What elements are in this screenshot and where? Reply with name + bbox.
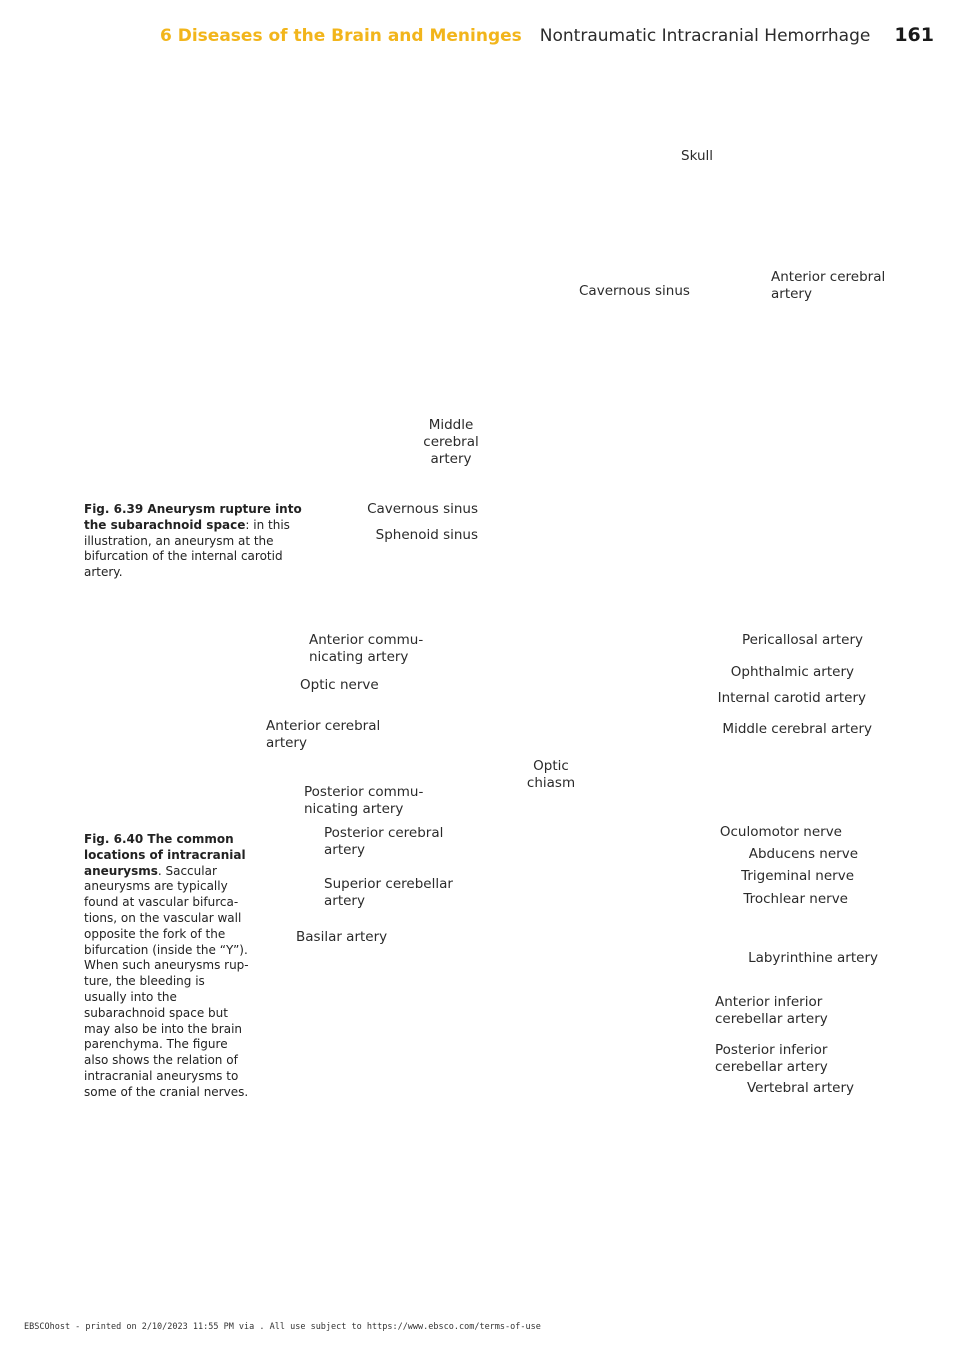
caption-text: : in this illustration, an aneurysm at the bifurcation of the internal carotid artery. (84, 517, 290, 580)
caption-text: . Saccular aneurysms are typically found at vascular bifurcations, on the vascular wall opposite the fork of the bifurcation (inside the “Y”). When such aneurysms rupture, the bleeding is usually into the subarachnoid space but may also be into the brain parenchyma. The figure also shows the relation of intracranial aneurysms to some of the cranial nerves. (84, 863, 249, 1099)
label-abducens-nerve: Abducens nerve (748, 846, 858, 862)
label-oculomotor-nerve: Oculomotor nerve (719, 824, 842, 840)
label-middle-cerebral-artery-640: Middle cerebral artery (722, 721, 872, 737)
figure-caption-640 (84, 832, 250, 1101)
figure-caption-639 (84, 502, 302, 581)
label-cavernous-sinus-top: Cavernous sinus (579, 283, 690, 299)
label-posterior-inferior-cerebellar-artery: Posterior inferior cerebellar artery (715, 1042, 828, 1075)
label-anterior-inferior-cerebellar-artery: Anterior inferior cerebellar artery (715, 994, 828, 1027)
running-header (160, 24, 934, 50)
label-optic-nerve: Optic nerve (300, 677, 379, 693)
label-trigeminal-nerve: Trigeminal nerve (741, 868, 854, 884)
label-posterior-communicating-artery: Posterior commu- nicating artery (304, 784, 424, 817)
label-skull: Skull (681, 148, 714, 164)
label-optic-chiasm: Optic chiasm (526, 758, 576, 791)
caption-heading: Fig. 6.39 Aneurysm rupture into the subarachnoid space (84, 502, 302, 532)
label-middle-cerebral-artery: Middle cerebral artery (423, 417, 479, 467)
label-anterior-communicating-artery: Anterior commu- nicating artery (309, 632, 424, 665)
label-labyrinthine-artery: Labyrinthine artery (748, 950, 878, 966)
label-internal-carotid-artery: Internal carotid artery (717, 690, 866, 706)
label-superior-cerebellar-artery: Superior cerebellar artery (324, 876, 453, 909)
print-footer: EBSCOhost - printed on 2/10/2023 11:55 PM via . All use subject to https://www.ebsco.com/terms-of-use (24, 1322, 541, 1332)
label-vertebral-artery: Vertebral artery (746, 1080, 854, 1096)
label-basilar-artery: Basilar artery (296, 929, 388, 945)
label-trochlear-nerve: Trochlear nerve (743, 891, 848, 907)
label-cavernous-sinus: Cavernous sinus (367, 501, 478, 517)
label-posterior-cerebral-artery: Posterior cerebral artery (324, 825, 444, 858)
caption-heading: Fig. 6.40 The common locations of intracranial aneurysms (84, 832, 246, 878)
page-number: 161 (894, 24, 934, 46)
chapter-title: 6 Diseases of the Brain and Meninges (160, 26, 522, 46)
label-anterior-cerebral-artery: Anterior cerebral artery (771, 269, 886, 302)
label-ophthalmic-artery: Ophthalmic artery (730, 664, 854, 680)
label-pericallosal-artery: Pericallosal artery (741, 632, 863, 648)
section-title: Nontraumatic Intracranial Hemorrhage (539, 26, 871, 46)
label-sphenoid-sinus: Sphenoid sinus (375, 527, 478, 543)
label-anterior-cerebral-artery-640: Anterior cerebral artery (266, 718, 381, 751)
